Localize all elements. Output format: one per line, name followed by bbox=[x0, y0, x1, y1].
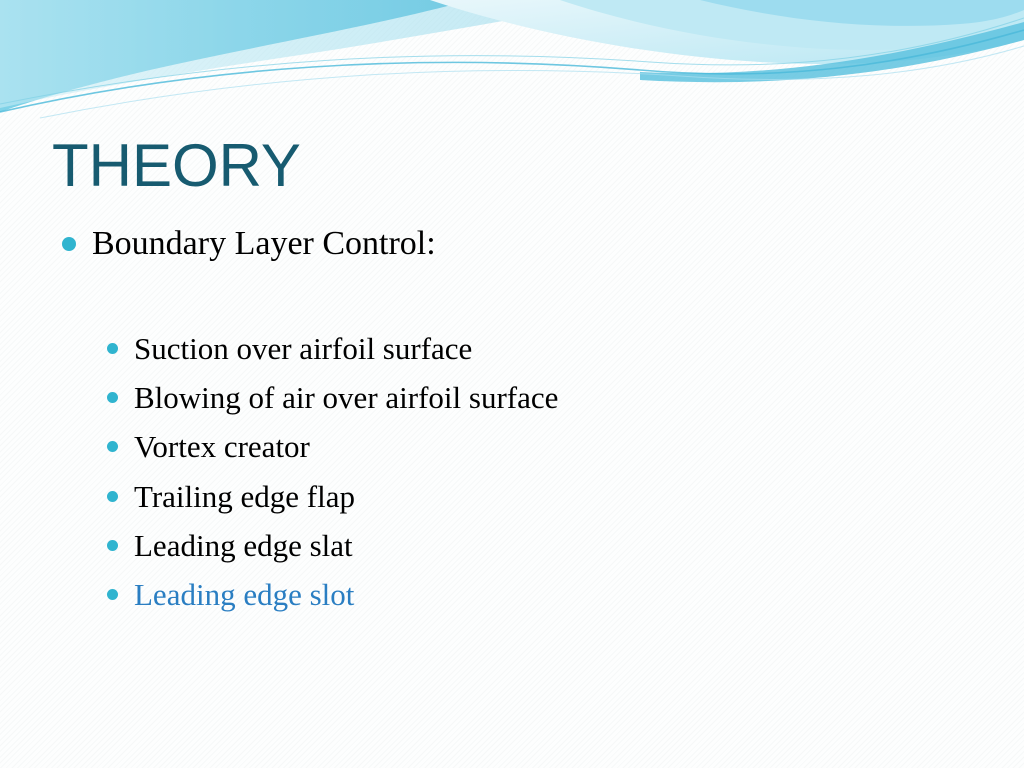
bullet-dot-icon bbox=[107, 589, 118, 600]
sub-bullet-item-highlighted bbox=[104, 571, 804, 620]
sub-bullet-item bbox=[104, 473, 804, 522]
sub-bullet-list bbox=[104, 325, 804, 620]
bullet-dot-icon bbox=[107, 392, 118, 403]
slide-title: THEORY bbox=[52, 132, 301, 199]
bullet-dot-icon bbox=[62, 237, 76, 251]
sub-bullet-item bbox=[104, 374, 804, 423]
sub-bullet-text: Leading edge slat bbox=[134, 527, 353, 563]
sub-bullet-item bbox=[104, 423, 804, 472]
sub-bullet-item bbox=[104, 325, 804, 374]
bullet-dot-icon bbox=[107, 441, 118, 452]
bullet-dot-icon bbox=[107, 343, 118, 354]
header-wave-decoration bbox=[0, 0, 1024, 130]
bullet-dot-icon bbox=[107, 540, 118, 551]
sub-bullet-text: Trailing edge flap bbox=[134, 478, 355, 514]
bullet-dot-icon bbox=[107, 491, 118, 502]
sub-bullet-text: Blowing of air over airfoil surface bbox=[134, 380, 559, 416]
sub-bullet-text: Leading edge slot bbox=[134, 576, 355, 612]
sub-bullet-text: Vortex creator bbox=[134, 429, 310, 465]
sub-bullet-text: Suction over airfoil surface bbox=[134, 331, 473, 366]
sub-bullet-item bbox=[104, 522, 804, 571]
main-bullet-text: Boundary Layer Control: bbox=[92, 225, 436, 262]
